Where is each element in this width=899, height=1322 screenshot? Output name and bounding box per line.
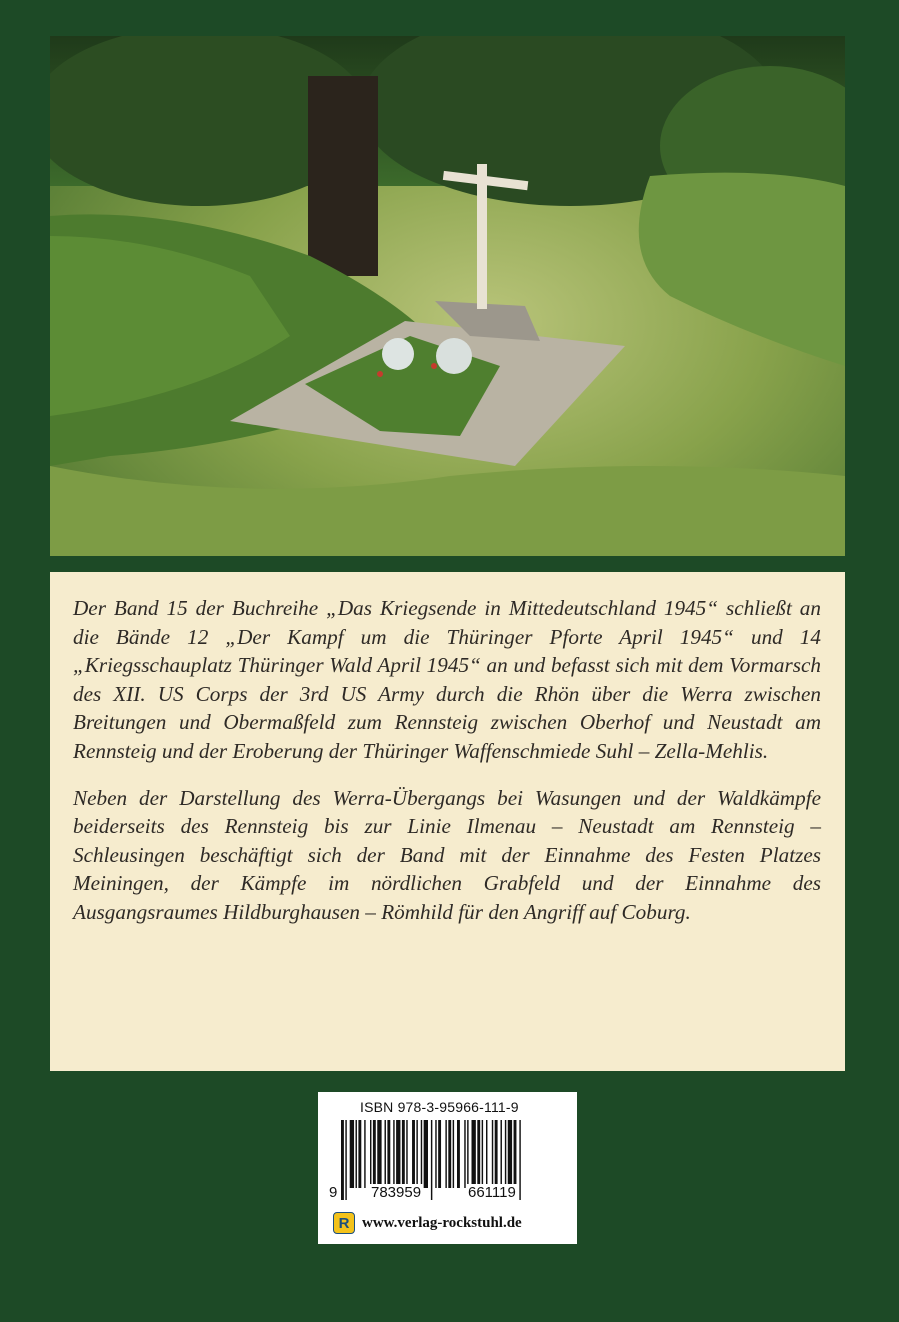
blurb-paragraph: Der Band 15 der Buchreihe „Das Kriegsende in Mittedeutschland 1945“ schließt an die Bände 12 „Der Kampf um die Thüringer Pforte April 1945“ und 14 „Kriegsschauplatz Thüringer Wald April 1945“ an und befasst sich mit dem Vormarsch des XII. US Corps der 3rd US Army durch die Rhön über die Werra zwischen Breitungen und Obermaßfeld zum Rennsteig zwischen Oberhof und Neustadt am Rennsteig und der Eroberung der Thüringer Waffenschmiede Suhl – Zella-Mehlis.	[73, 596, 821, 763]
cover-photo	[50, 36, 845, 556]
barcode-digit-group-1: 783959	[371, 1184, 422, 1201]
publisher-logo-icon: R	[333, 1212, 355, 1234]
barcode-digit-first: 9	[329, 1184, 338, 1201]
barcode-digit-group-2: 661119	[468, 1184, 516, 1201]
blurb-paragraph: Neben der Darstellung des Werra-Übergangs bei Wasungen und der Waldkämpfe beiderseits des Rennsteig bis zur Linie Ilmenau – Neustadt am Rennsteig – Schleusingen beschäftigt sich der Band mit der Einnahme des Festen Platzes Meiningen, der Kämpfe im nördlichen Grabfeld und der Einnahme des Ausgangsraumes Hildburghausen – Römhild für den Angriff auf Coburg.	[73, 785, 821, 924]
publisher	[327, 1212, 568, 1234]
barcode	[327, 1120, 568, 1212]
forest-grave-photo	[50, 36, 845, 556]
barcode-label	[318, 1092, 577, 1244]
isbn-text: ISBN 978-3-95966-111-9	[360, 1099, 519, 1115]
publisher-url: www.verlag-rockstuhl.de	[362, 1214, 522, 1231]
barcode-digits	[327, 1182, 568, 1204]
blurb-panel	[50, 572, 845, 1071]
